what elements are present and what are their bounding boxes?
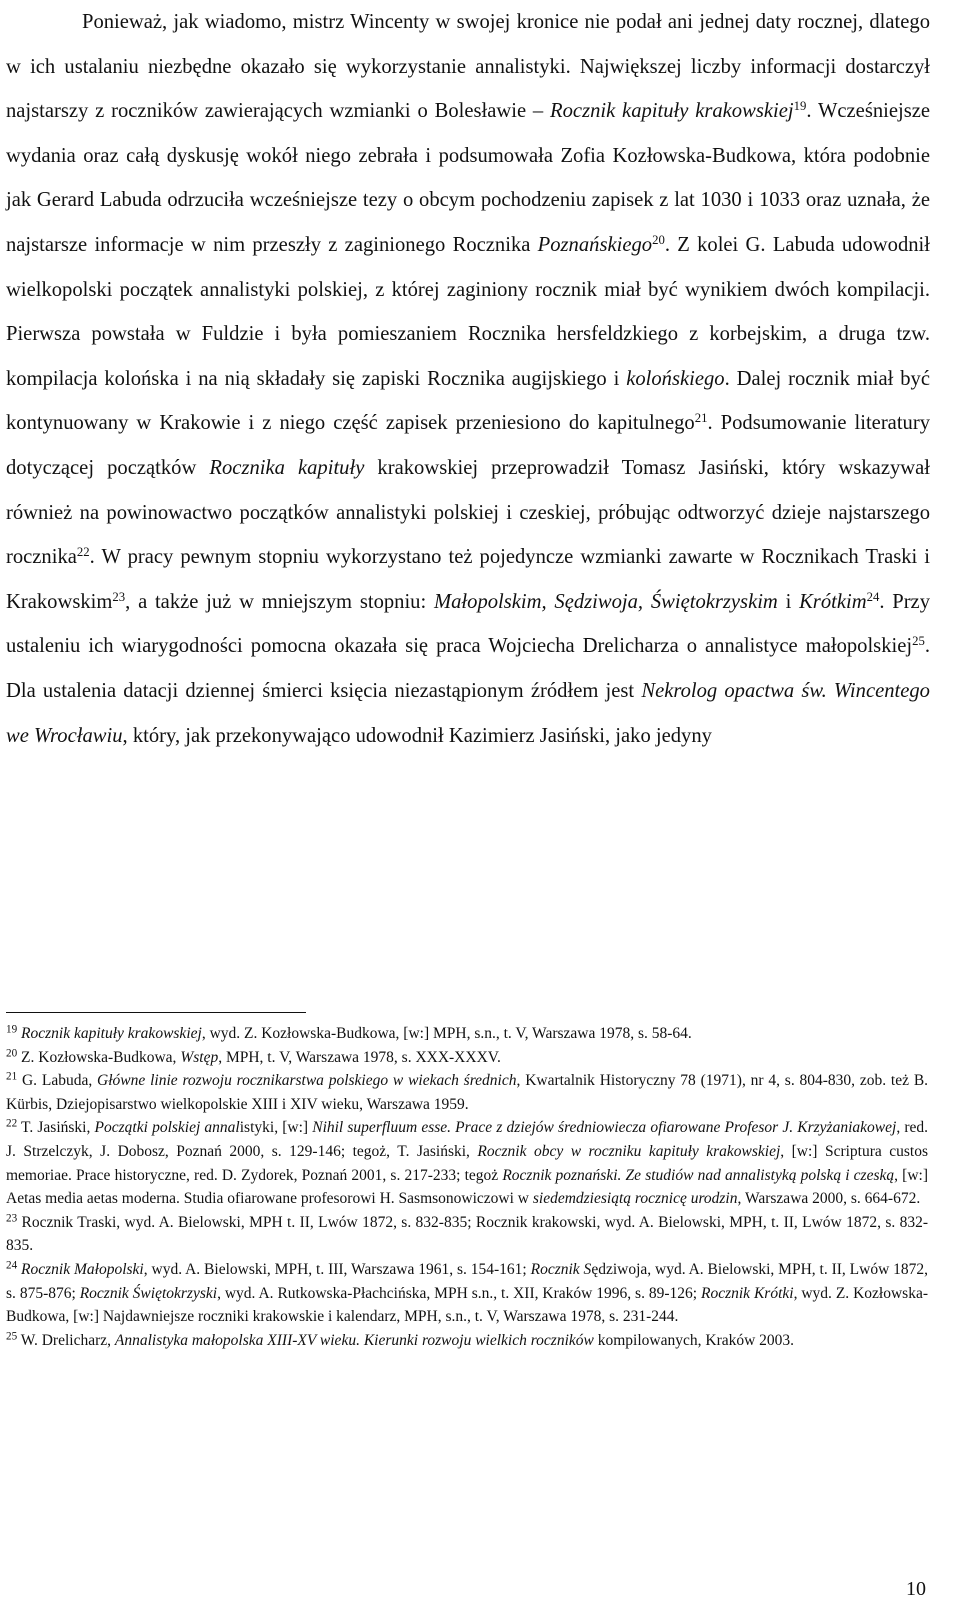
footnote-21: $^{21}$ G. Labuda, Główne linie rozwoju rocznikarstwa polskiego w wiekach średnich, Kwartalnik Historyczny 78 (1971), nr 4, s. 804-830, zob. też B. Kürbis, Dziejopisarstwo wielkopolskie XIII i XIV wieku, Warszawa 1959. (6, 1070, 929, 1113)
italic-title: Nekrolog opactwa św. Wincentego we Wrocławiu (6, 679, 930, 747)
footnote-ref-19[interactable]: 19 (793, 99, 807, 114)
footnote-24: $^{24}$ Rocznik Małopolski, wyd. A. Bielowski, MPH, t. III, Warszawa 1961, s. 154-161; Rocznik Sędziwoja, wyd. A. Bielowski, MPH, t. II, Lwów 1872, s. 875-876; Rocznik Świętokrzyski, wyd. A. Rutkowska-Płachcińska, MPH s.n., t. XII, Kraków 1996, s. 89-126; Rocznik Krótki, wyd. Z. Kozłowska-Budkowa, [w:] Najdawniejsze roczniki krakowskie i kalendarz, MPH, s.n., t. V, Warszawa 1978, s. 231-244. (6, 1259, 929, 1326)
footnote-ref-24[interactable]: 24 (866, 589, 880, 604)
footnote-number: 23 (6, 1212, 18, 1225)
footnote-number: 22 (6, 1117, 18, 1130)
footnote-19: $^{19}$ Rocznik kapituły krakowskiej, wyd. Z. Kozłowska-Budkowa, [w:] MPH, s.n., t. V, Warszawa 1978, s. 58-64. (6, 1023, 692, 1042)
footnote-ref-25[interactable]: 25 (912, 634, 925, 649)
italic-title: kolońskiego (626, 367, 725, 390)
footnote-separator (6, 1012, 306, 1013)
footnote-25: $^{25}$ W. Drelicharz, Annalistyka małopolska XIII-XV wieku. Kierunki rozwoju wielkich roczników kompilowanych, Kraków 2003. (6, 1330, 795, 1349)
italic-title: Rocznika kapituły (209, 456, 365, 479)
footnote-23: $^{23}$ Rocznik Traski, wyd. A. Bielowski, MPH t. II, Lwów 1872, s. 832-835; Rocznik krakowski, wyd. A. Bielowski, MPH, t. II, Lwów 1872, s. 832-835. (6, 1212, 928, 1255)
footnote-number: 25 (6, 1330, 18, 1343)
main-text (6, 0, 930, 758)
footnote-number: 21 (6, 1070, 18, 1083)
footnote-ref-23[interactable]: 23 (112, 589, 126, 604)
footnote-number: 19 (6, 1023, 18, 1036)
italic-title: Poznańskiego (537, 233, 653, 256)
footnote-number: 24 (6, 1259, 18, 1272)
page-number: 10 (906, 1578, 926, 1600)
footnote-ref-20[interactable]: 20 (652, 232, 665, 247)
footnote-ref-22[interactable]: 22 (76, 545, 90, 560)
italic-title: Małopolskim, Sędziwoja, Świętokrzyskim (433, 590, 778, 613)
italic-title: Krótkim (799, 590, 867, 613)
paragraph: Ponieważ, jak wiadomo, mistrz Wincenty w swojej kronice nie podał ani jednej daty rocznej, dlatego w ich ustalaniu niezbędne okazało się wykorzystanie annalistyki. Największej liczby informacji dostarczył najstarszy z roczników zawierających wzmianki o Bolesławie – Rocznik kapituły krakowskiej$^{19}$. Wcześniejsze wydania oraz całą dyskusję wokół niego zebrała i podsumowała Zofia Kozłowska-Budkowa, która podobnie jak Gerard Labuda odrzuciła wcześniejsze tezy o obcym pochodzeniu zapisek z lat 1030 i 1033 oraz uznała, że najstarsze informacje w nim przeszły z zaginionego Rocznika Poznańskiego$^{20}$. Z kolei G. Labuda udowodnił wielkopolski początek annalistyki polskiej, z której zaginiony rocznik miał być wynikiem dwóch kompilacji. Pierwsza powstała w Fuldzie i była pomieszaniem Rocznika hersfeldzkiego z korbejskim, a druga tzw. kompilacja kolońska i na nią składały się zapiski Rocznika augijskiego i kolońskiego. Dalej rocznik miał być kontynuowany w Krakowie i z niego część zapisek przeniesiono do kapitulnego$^{21}$. Podsumowanie literatury dotyczącej początków Rocznika kapituły krakowskiej przeprowadził Tomasz Jasiński, który wskazywał również na powinowactwo początków annalistyki polskiej i czeskiej, próbując odtworzyć dzieje najstarszego rocznika$^{22}$. W pracy pewnym stopniu wykorzystano też pojedyncze wzmianki zawarte w Rocznikach Traski i Krakowskim$^{23}$, a także już w mniejszym stopniu: Małopolskim, Sędziwoja, Świętokrzyskim i Krótkim$^{24}$. Przy ustaleniu ich wiarygodności pomocna okazała się praca Wojciecha Drelicharza o annalistyce małopolskiej$^{25}$. Dla ustalenia datacji dziennej śmierci księcia niezastąpionym źródłem jest Nekrolog opactwa św. Wincentego we Wrocławiu, który, jak przekonywająco udowodnił Kazimierz Jasiński, jako jedyny (6, 11, 931, 747)
italic-title: Rocznik kapituły krakowskiej (550, 100, 794, 123)
footnote-ref-21[interactable]: 21 (694, 411, 708, 426)
footnotes (6, 1022, 928, 1352)
footnote-20: $^{20}$ Z. Kozłowska-Budkowa, Wstęp, MPH, t. V, Warszawa 1978, s. XXX-XXXV. (6, 1047, 501, 1066)
footnote-22: $^{22}$ T. Jasiński, Początki polskiej annalistyki, [w:] Nihil superfluum esse. Prace z dziejów średniowiecza ofiarowane Profesor J. Krzyżaniakowej, red. J. Strzelczyk, J. Dobosz, Poznań 2000, s. 129-146; tegoż, T. Jasiński, Rocznik obcy w roczniku kapituły krakowskiej, [w:] Scriptura custos memoriae. Prace historyczne, red. D. Zydorek, Poznań 2001, s. 217-233; tegoż Rocznik poznański. Ze studiów nad annalistyką polską i czeską, [w:] Aetas media aetas moderna. Studia ofiarowane profesorowi H. Sasmsonowiczowi w siedemdziesiątą rocznicę urodzin, Warszawa 2000, s. 664-672. (6, 1117, 929, 1208)
footnote-number: 20 (6, 1047, 18, 1060)
